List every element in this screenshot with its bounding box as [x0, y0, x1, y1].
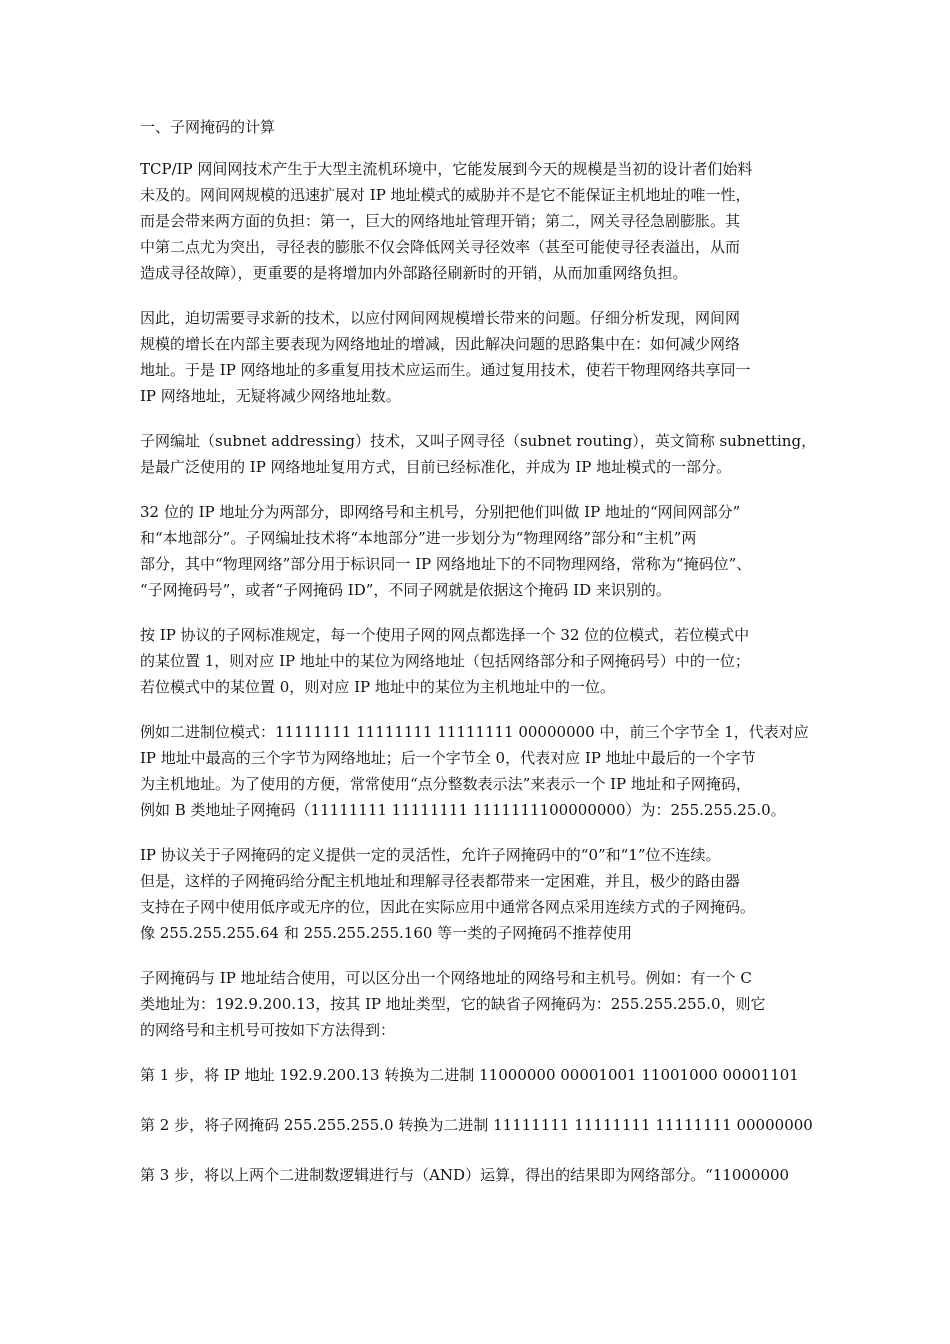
paragraph — [140, 842, 826, 946]
step-3 — [140, 1162, 826, 1188]
paragraph-line: 地址。于是 IP 网络地址的多重复用技术应运而生。通过复用技术，使若干物理网络共享同一 — [140, 361, 751, 379]
paragraph-line: IP 地址中最高的三个字节为网络地址；后一个字节全 0，代表对应 IP 地址中最后的一个字节 — [140, 749, 756, 767]
paragraph-line: 造成寻径故障），更重要的是将增加内外部路径刷新时的开销，从而加重网络负担。 — [140, 264, 688, 282]
paragraph-line: 32 位的 IP 地址分为两部分，即网络号和主机号，分别把他们叫做 IP 地址的“网间网部分” — [140, 503, 741, 521]
paragraph-line: 类地址为：192.9.200.13，按其 IP 地址类型，它的缺省子网掩码为：255.255.255.0，则它 — [140, 995, 766, 1013]
paragraph-line: TCP/IP 网间网技术产生于大型主流机环境中，它能发展到今天的规模是当初的设计者们始料 — [140, 160, 753, 178]
paragraph — [140, 965, 826, 1043]
paragraph-line: 若位模式中的某位置 0，则对应 IP 地址中的某位为主机地址中的一位。 — [140, 678, 615, 696]
paragraph-line: 按 IP 协议的子网标准规定，每一个使用子网的网点都选择一个 32 位的位模式，若位模式中 — [140, 626, 750, 644]
paragraph-line: 因此，迫切需要寻求新的技术，以应付网间网规模增长带来的问题。仔细分析发现，网间网 — [140, 309, 741, 327]
document-page — [140, 112, 826, 1212]
paragraph-line: 而是会带来两方面的负担：第一，巨大的网络地址管理开销；第二，网关寻径急剧膨胀。其 — [140, 212, 741, 230]
paragraph-line: 支持在子网中使用低序或无序的位，因此在实际应用中通常各网点采用连续方式的子网掩码。 — [140, 898, 756, 916]
paragraph-line: 的某位置 1，则对应 IP 地址中的某位为网络地址（包括网络部分和子网掩码号）中的一位； — [140, 652, 750, 670]
paragraph — [140, 156, 826, 286]
paragraph — [140, 719, 826, 823]
paragraph-line: 但是，这样的子网掩码给分配主机地址和理解寻径表都带来一定困难，并且，极少的路由器 — [140, 872, 741, 890]
paragraph — [140, 428, 826, 480]
paragraph-line: 中第二点尤为突出，寻径表的膨胀不仅会降低网关寻径效率（甚至可能使寻径表溢出，从而 — [140, 238, 741, 256]
body-text — [140, 156, 826, 1043]
paragraph-line: 例如 B 类地址子网掩码（11111111 11111111 1111111100000000）为：255.255.25.0。 — [140, 801, 786, 819]
paragraph-line: 子网编址（subnet addressing）技术，又叫子网寻径（subnet routing），英文简称 subnetting， — [140, 432, 817, 450]
paragraph-line: 部分，其中“物理网络”部分用于标识同一 IP 网络地址下的不同物理网络，常称为“掩码位”、 — [140, 555, 752, 573]
step-2 — [140, 1112, 826, 1138]
paragraph-line: 为主机地址。为了使用的方便，常常使用“点分整数表示法”来表示一个 IP 地址和子网掩码， — [140, 775, 751, 793]
paragraph — [140, 499, 826, 603]
paragraph-line: 是最广泛使用的 IP 网络地址复用方式，目前已经标准化，并成为 IP 地址模式的一部分。 — [140, 458, 732, 476]
step-text: 第 3 步，将以上两个二进制数逻辑进行与（AND）运算，得出的结果即为网络部分。“11000000 — [140, 1166, 790, 1184]
paragraph-line: IP 网络地址，无疑将减少网络地址数。 — [140, 387, 401, 405]
section-heading: 一、子网掩码的计算 — [140, 118, 276, 136]
steps-list — [140, 1062, 826, 1188]
paragraph — [140, 305, 826, 409]
paragraph-line: 例如二进制位模式：11111111 11111111 11111111 00000000 中，前三个字节全 1，代表对应 — [140, 723, 809, 741]
step-1 — [140, 1062, 826, 1088]
paragraph-line: 未及的。网间网规模的迅速扩展对 IP 地址模式的威胁并不是它不能保证主机地址的唯一性， — [140, 186, 751, 204]
paragraph-line: IP 协议关于子网掩码的定义提供一定的灵活性，允许子网掩码中的“0”和“1”位不连续。 — [140, 846, 721, 864]
step-text: 第 1 步，将 IP 地址 192.9.200.13 转换为二进制 11000000 00001001 11001000 00001101 — [140, 1066, 799, 1084]
paragraph — [140, 622, 826, 700]
paragraph-line: 规模的增长在内部主要表现为网络地址的增减，因此解决问题的思路集中在：如何减少网络 — [140, 335, 741, 353]
step-text: 第 2 步，将子网掩码 255.255.255.0 转换为二进制 11111111 11111111 11111111 00000000 — [140, 1116, 813, 1134]
paragraph-line: “子网掩码号”，或者“子网掩码 ID”，不同子网就是依据这个掩码 ID 来识别的。 — [140, 581, 671, 599]
paragraph-line: 子网掩码与 IP 地址结合使用，可以区分出一个网络地址的网络号和主机号。例如：有一个 C — [140, 969, 752, 987]
paragraph-line: 的网络号和主机号可按如下方法得到： — [140, 1021, 396, 1039]
paragraph-line: 像 255.255.255.64 和 255.255.255.160 等一类的子网掩码不推荐使用 — [140, 924, 633, 942]
paragraph-line: 和“本地部分”。子网编址技术将“本地部分”进一步划分为“物理网络”部分和“主机”两 — [140, 529, 697, 547]
